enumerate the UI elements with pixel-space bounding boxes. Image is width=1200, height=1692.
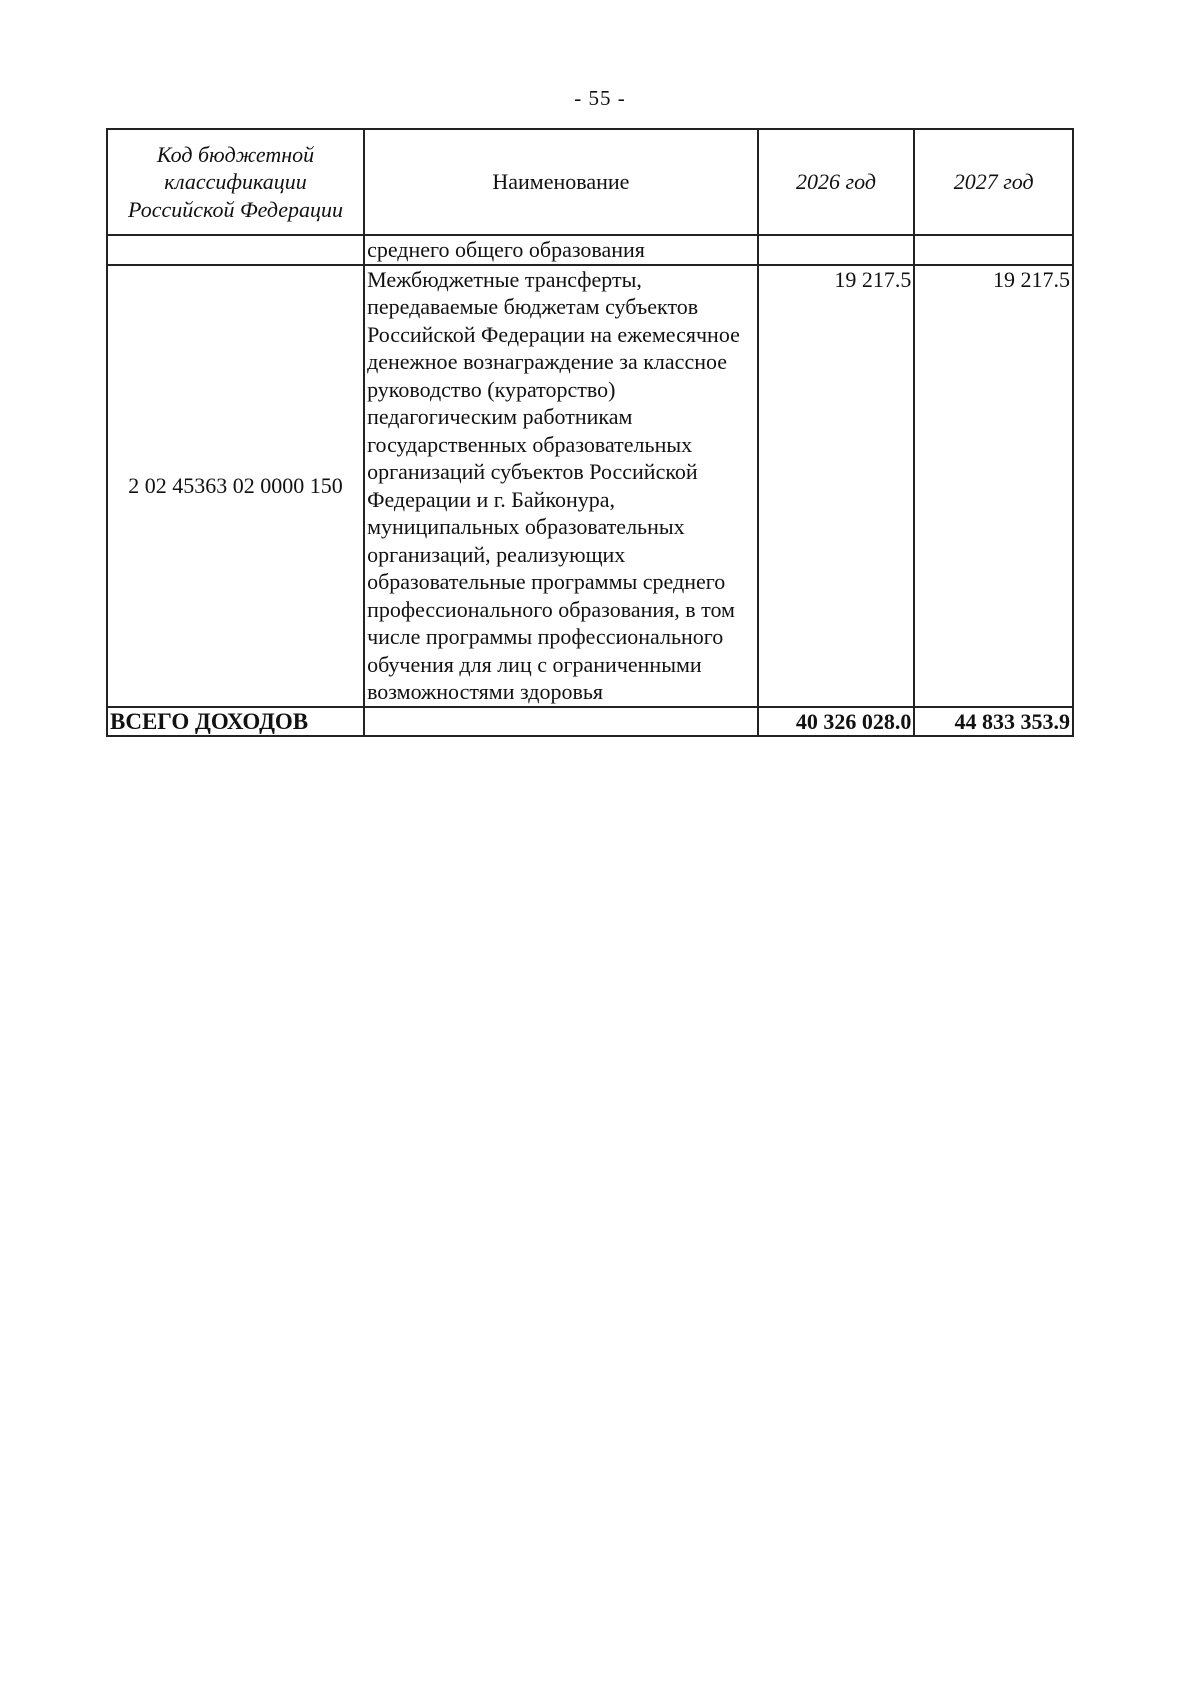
total-value-2027: 44 833 353.9 xyxy=(914,707,1073,737)
header-2027: 2027 год xyxy=(914,129,1073,235)
table-row xyxy=(107,235,1073,265)
row-code: 2 02 45363 02 0000 150 xyxy=(107,265,364,707)
row-code xyxy=(107,235,364,265)
table-header-row xyxy=(107,129,1073,235)
header-code: Код бюджетной классификации Российской Федерации xyxy=(107,129,364,235)
table-row xyxy=(107,265,1073,707)
page-number: - 55 - xyxy=(574,86,626,110)
header-2026: 2026 год xyxy=(758,129,915,235)
total-name xyxy=(364,707,758,737)
header-name: Наименование xyxy=(364,129,758,235)
row-value-2027: 19 217.5 xyxy=(914,265,1073,707)
total-label: ВСЕГО ДОХОДОВ xyxy=(107,707,364,737)
row-value-2026 xyxy=(758,235,915,265)
budget-table xyxy=(106,128,1074,737)
row-value-2026: 19 217.5 xyxy=(758,265,915,707)
total-row xyxy=(107,707,1073,737)
row-name: среднего общего образования xyxy=(364,235,758,265)
row-value-2027 xyxy=(914,235,1073,265)
row-name: Межбюджетные трансферты, передаваемые бюджетам субъектов Российской Федерации на ежемесячное денежное вознаграждение за классное руководство (кураторство) педагогическим работникам государственных образовательных организаций субъектов Российской Федерации и г. Байконура, муниципальных образовательных организаций, реализующих образовательные программы среднего профессионального образования, в том числе программы профессионального обучения для лиц с ограниченными возможностями здоровья xyxy=(364,265,758,707)
total-value-2026: 40 326 028.0 xyxy=(758,707,915,737)
